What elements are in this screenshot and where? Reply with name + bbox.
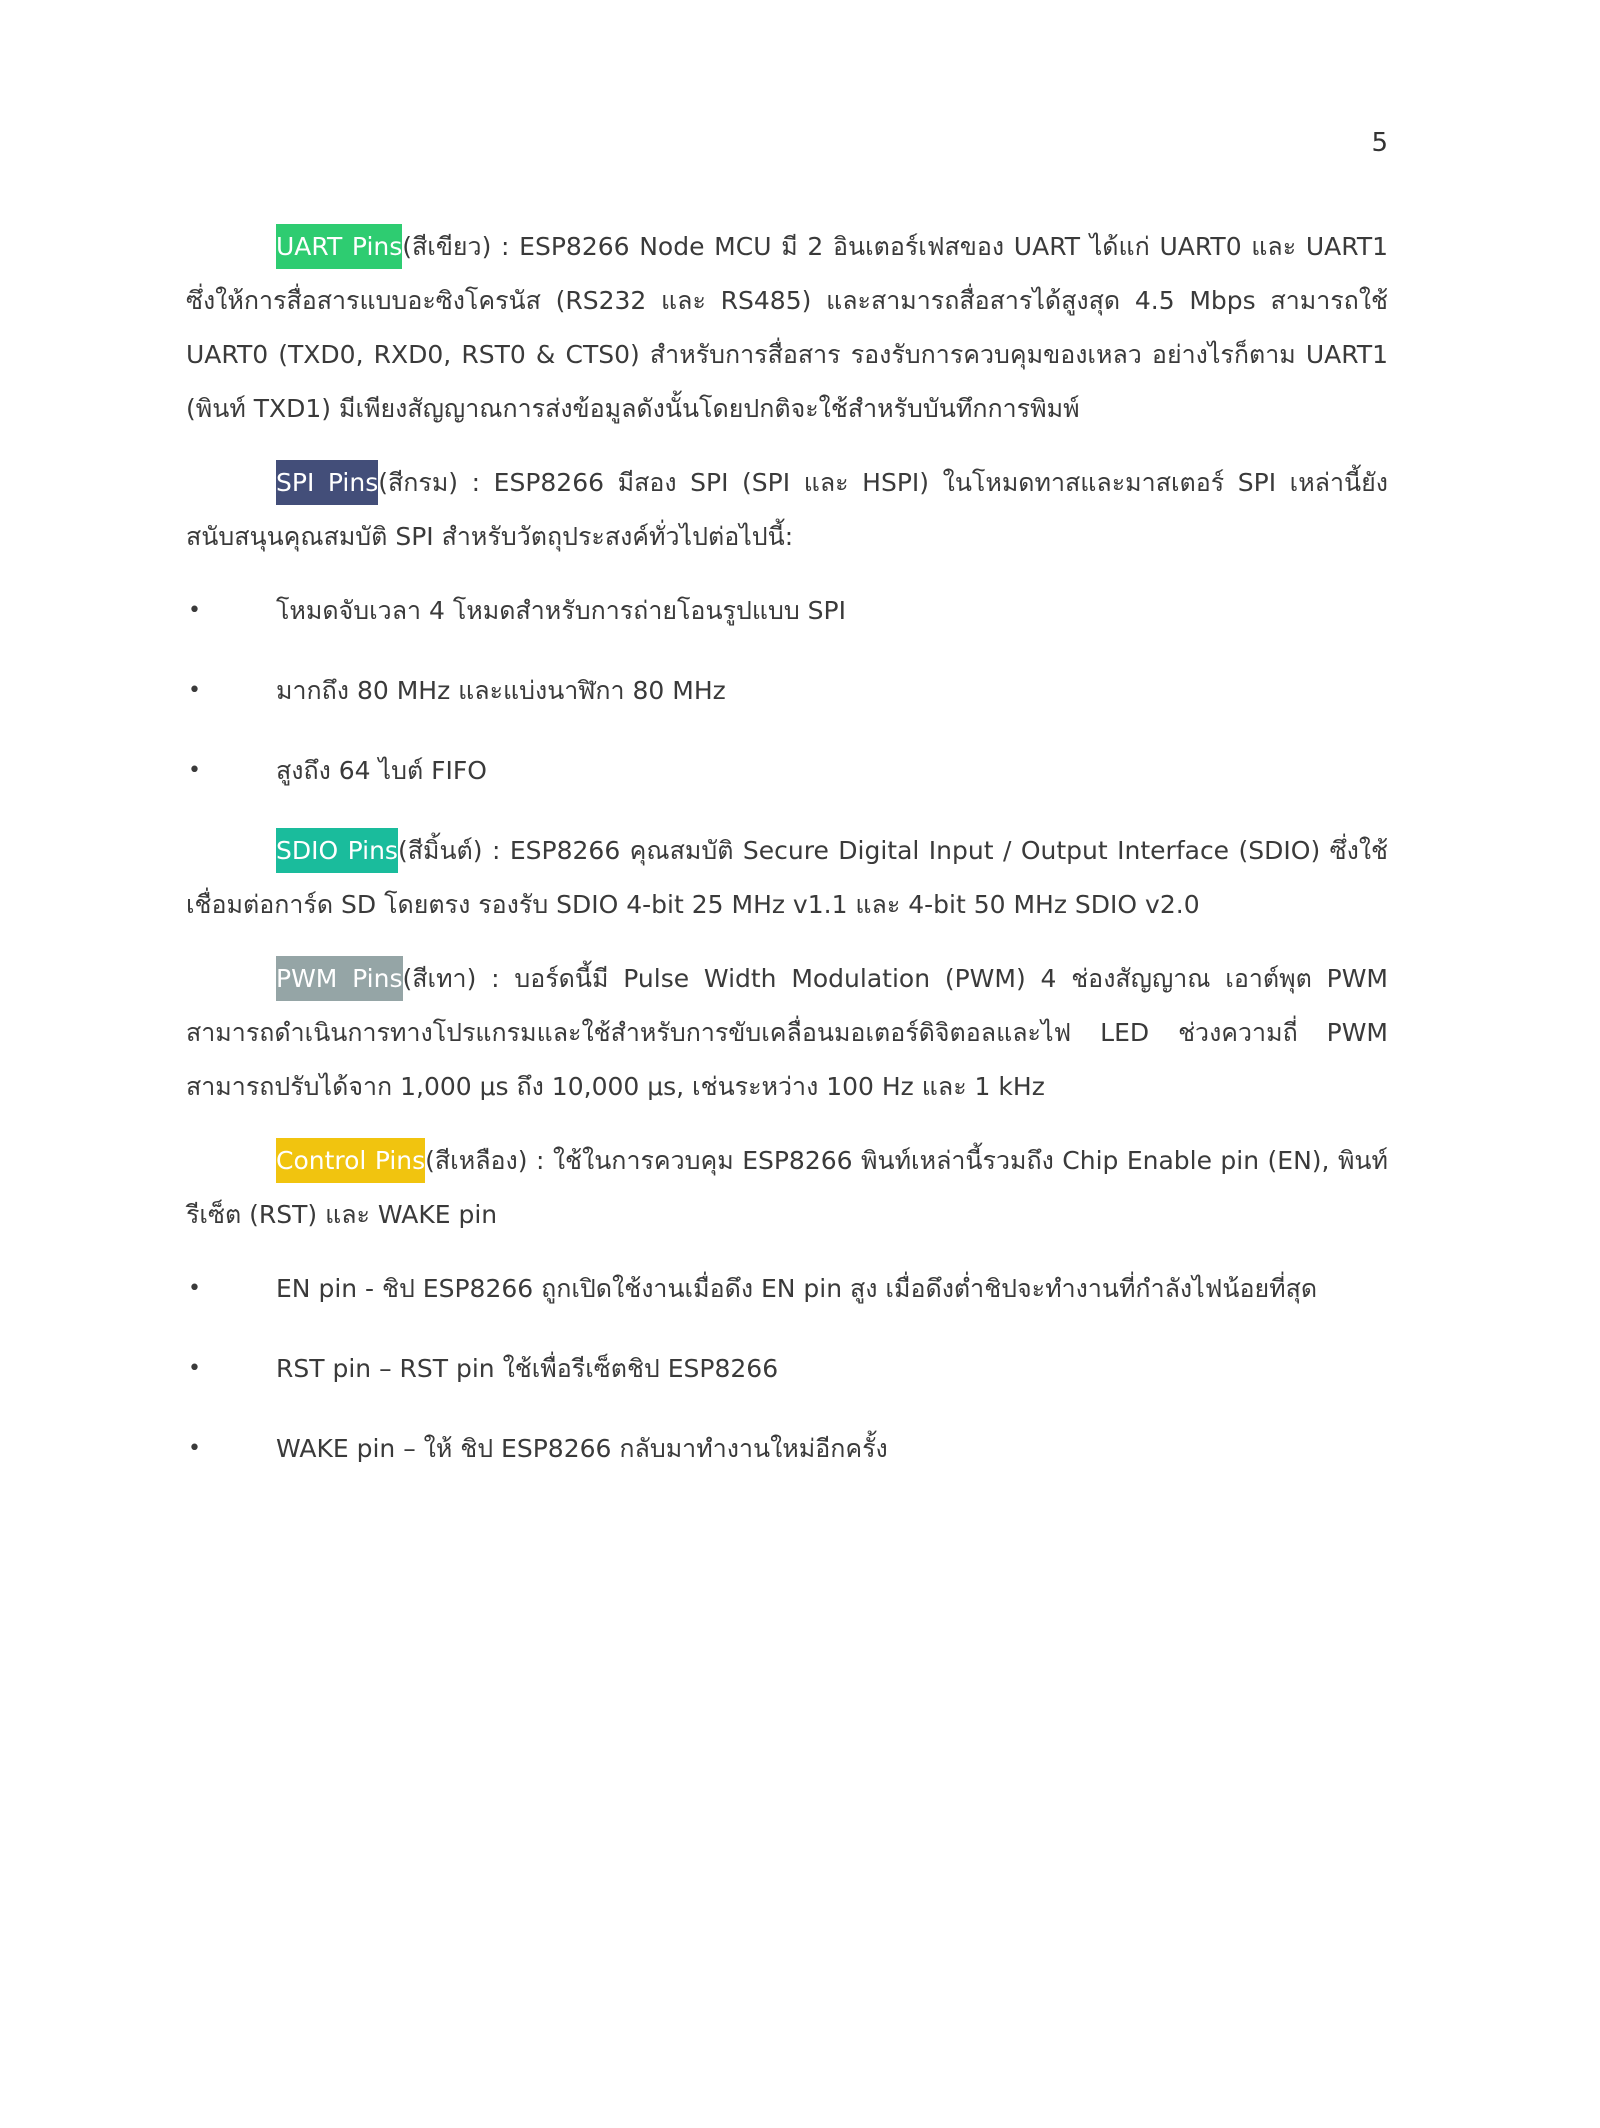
uart-paragraph (186, 220, 1388, 436)
list-item-text: EN pin - ชิป ESP8266 ถูกเปิดใช้งานเมื่อดึง EN pin สูง เมื่อดึงต่ำชิปจะทำงานที่กำลังไฟน้อยที่สุด (276, 1274, 1318, 1303)
list-item (186, 1262, 1388, 1316)
list-item-text: โหมดจับเวลา 4 โหมดสำหรับการถ่ายโอนรูปแบบ SPI (276, 596, 846, 625)
document-body (186, 220, 1388, 1502)
control-pins-label: Control Pins (276, 1138, 425, 1183)
list-item (186, 1422, 1388, 1476)
bullet-icon: • (188, 1356, 201, 1381)
sdio-color-note: (สีมิ้นต์) (397, 836, 483, 865)
page-number: 5 (1371, 128, 1388, 158)
spi-paragraph (186, 456, 1388, 564)
spi-feature-list (186, 584, 1388, 798)
spi-pins-label: SPI Pins (276, 460, 378, 505)
bullet-icon: • (188, 758, 201, 783)
list-item (186, 664, 1388, 718)
list-item-text: WAKE pin – ให้ ชิป ESP8266 กลับมาทำงานใหม่อีกครั้ง (276, 1434, 888, 1463)
sdio-paragraph (186, 824, 1388, 932)
sdio-description: : ESP8266 คุณสมบัติ Secure Digital Input / Output Interface (SDIO) ซึ่งใช้เชื่อมต่อการ์ด SD โดยตรง รองรับ SDIO 4-bit 25 MHz v1.1 และ 4-bit 50 MHz SDIO v2.0 (186, 836, 1388, 919)
list-item (186, 584, 1388, 638)
list-item (186, 1342, 1388, 1396)
spi-color-note: (สีกรม) (378, 468, 459, 497)
uart-pins-label: UART Pins (276, 224, 402, 269)
control-paragraph (186, 1134, 1388, 1242)
list-item-text: RST pin – RST pin ใช้เพื่อรีเซ็ตชิป ESP8266 (276, 1354, 779, 1383)
bullet-icon: • (188, 1436, 201, 1461)
uart-description: : ESP8266 Node MCU มี 2 อินเตอร์เฟสของ UART ได้แก่ UART0 และ UART1 ซึ่งให้การสื่อสารแบบอะซิงโครนัส (RS232 และ RS485) และสามารถสื่อสารได้สูงสุด 4.5 Mbps สามารถใช้ UART0 (TXD0, RXD0, RST0 & CTS0) สำหรับการสื่อสาร รองรับการควบคุมของเหลว อย่างไรก็ตาม UART1 (พินท์ TXD1) มีเพียงสัญญาณการส่งข้อมูลดังนั้นโดยปกติจะใช้สำหรับบันทึกการพิมพ์ (186, 232, 1388, 423)
pwm-color-note: (สีเทา) (402, 964, 477, 993)
pwm-description: : บอร์ดนี้มี Pulse Width Modulation (PWM) 4 ช่องสัญญาณ เอาต์พุต PWM สามารถดำเนินการทางโปรแกรมและใช้สำหรับการขับเคลื่อนมอเตอร์ดิจิตอลและไฟ LED ช่วงความถี่ PWM สามารถปรับได้จาก 1,000 μs ถึง 10,000 μs, เช่นระหว่าง 100 Hz และ 1 kHz (186, 964, 1389, 1101)
list-item (186, 744, 1388, 798)
bullet-icon: • (188, 598, 201, 623)
uart-color-note: (สีเขียว) (402, 232, 492, 261)
sdio-pins-label: SDIO Pins (276, 828, 398, 873)
list-item-text: สูงถึง 64 ไบต์ FIFO (276, 756, 487, 785)
pwm-paragraph (186, 952, 1388, 1114)
bullet-icon: • (188, 1276, 201, 1301)
control-color-note: (สีเหลือง) (425, 1146, 528, 1175)
control-pin-list (186, 1262, 1388, 1476)
control-description: : ใช้ในการควบคุม ESP8266 พินท์เหล่านี้รวมถึง Chip Enable pin (EN), พินท์รีเซ็ต (RST) และ WAKE pin (186, 1146, 1388, 1229)
bullet-icon: • (188, 678, 201, 703)
list-item-text: มากถึง 80 MHz และแบ่งนาฬิกา 80 MHz (276, 676, 726, 705)
pwm-pins-label: PWM Pins (276, 956, 403, 1001)
spi-description: : ESP8266 มีสอง SPI (SPI และ HSPI) ในโหมดทาสและมาสเตอร์ SPI เหล่านี้ยังสนับสนุนคุณสมบัติ SPI สำหรับวัตถุประสงค์ทั่วไปต่อไปนี้: (186, 468, 1388, 551)
